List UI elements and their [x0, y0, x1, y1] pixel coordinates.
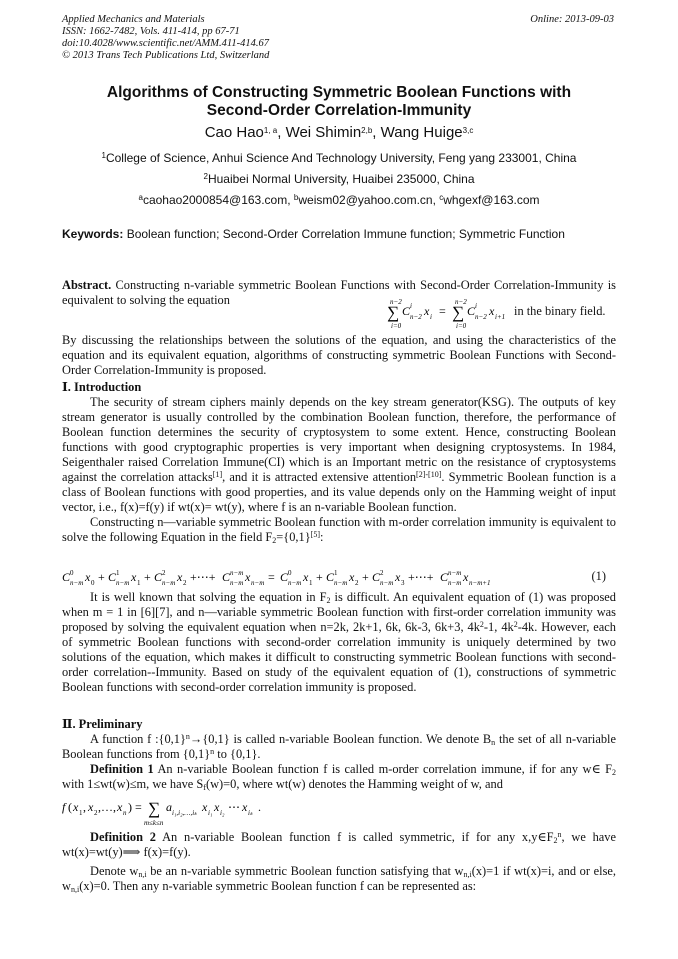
- svg-text:i+1: i+1: [495, 313, 506, 321]
- section-1-p3: [62, 590, 616, 695]
- author-3-sup: 3,c: [462, 126, 474, 135]
- s2p1c: the set of all n-variable Boolean functions from {0,1}: [62, 732, 616, 761]
- svg-text:0: 0: [91, 579, 95, 587]
- journal-name: Applied Mechanics and Materials: [62, 14, 205, 25]
- svg-text:i=0: i=0: [391, 322, 402, 330]
- title-line-1: Algorithms of Constructing Symmetric Boolean Functions with: [106, 84, 572, 101]
- svg-text:x: x: [424, 304, 430, 318]
- svg-text:+: +: [316, 570, 323, 584]
- svg-text:x: x: [463, 570, 469, 584]
- svg-text:x: x: [117, 800, 123, 814]
- journal-header: [62, 14, 269, 62]
- section-2-p1: [62, 732, 616, 762]
- svg-text:C: C: [62, 570, 71, 584]
- author-list: Cao Hao$^{1, a}$, Wei Shimin$^{2,b}$, Wang Huige$^{3,c}$: [204, 124, 474, 141]
- s2p3a: Denote w: [90, 864, 139, 878]
- definition-1-label: Definition 1: [90, 762, 154, 776]
- svg-text:i₁,i₂,…,iₖ: i₁,i₂,…,iₖ: [172, 809, 198, 817]
- svg-text:x: x: [349, 570, 355, 584]
- svg-text:x: x: [88, 800, 94, 814]
- keywords: [62, 227, 565, 241]
- svg-text:2: 2: [162, 569, 166, 577]
- svg-text:2: 2: [183, 579, 187, 587]
- svg-text:n−m: n−m: [448, 579, 462, 587]
- svg-text:n−m: n−m: [230, 569, 244, 577]
- svg-text:i: i: [410, 302, 412, 310]
- email-a-sup: a: [138, 193, 143, 202]
- svg-text:+⋯+: +⋯+: [190, 570, 216, 584]
- svg-text:∑: ∑: [148, 799, 161, 818]
- svg-text:.: .: [258, 800, 261, 814]
- svg-text:2: 2: [355, 579, 359, 587]
- svg-text:x: x: [303, 570, 309, 584]
- svg-text:C: C: [467, 304, 476, 318]
- svg-text:n−m: n−m: [334, 579, 348, 587]
- issn-line: ISSN: 1662-7482, Vols. 411-414, pp 67-71: [62, 26, 240, 37]
- def2a: An n-variable Boolean function f is called symmetric, if for any x,y∈F: [155, 830, 554, 844]
- section-1-p1: [62, 395, 616, 515]
- definition-2-label: Definition 2: [90, 830, 156, 844]
- s1p3c: -1, 4k: [483, 620, 514, 634]
- citation-2-10[interactable]: [2]-[10]: [416, 470, 442, 479]
- citation-5[interactable]: [5]: [310, 530, 320, 539]
- svg-text:n−m: n−m: [380, 579, 394, 587]
- paper-title: [62, 84, 616, 120]
- svg-text:3: 3: [401, 579, 405, 587]
- abstract-label: Abstract.: [62, 278, 112, 292]
- svg-text:C: C: [326, 570, 335, 584]
- svg-text:n−m: n−m: [162, 579, 176, 587]
- svg-text:+: +: [362, 570, 369, 584]
- s1p2a: Constructing n—variable symmetric Boolean function with m-order correlation immunity is equivalent to solve the following Equation in the field F: [62, 515, 616, 544]
- svg-text:0: 0: [70, 569, 74, 577]
- s1p2b: ={0,1}: [276, 530, 311, 544]
- svg-text:i: i: [430, 313, 432, 321]
- s2p1-sup1: n: [185, 732, 190, 741]
- def2-sup: n: [557, 830, 562, 839]
- svg-text:x: x: [85, 570, 91, 584]
- anf-equation: [62, 797, 362, 827]
- abstract-equation-svg: [384, 296, 514, 330]
- author-2-sup: 2,b: [361, 126, 373, 135]
- s2p3c: (x)=1 if wt(x)=i, and or else, w: [62, 864, 616, 893]
- s1p3-sub: 2: [326, 596, 331, 605]
- svg-text:0: 0: [288, 569, 292, 577]
- s2p3-sub3: n,i: [70, 885, 80, 894]
- svg-text:,…,: ,…,: [98, 800, 116, 814]
- svg-text:+: +: [98, 570, 105, 584]
- svg-text:x: x: [73, 800, 79, 814]
- equation-1: [62, 566, 616, 590]
- aff2-text: Huaibei Normal University, Huaibei 235000, China: [207, 172, 475, 186]
- abstract-text-1: Constructing n-variable symmetric Boolean Functions with Second-Order Correlation-Immunity is equivalent to solving the equation: [62, 278, 616, 307]
- equation-1-svg: [62, 566, 562, 590]
- abstract-equation: [384, 296, 514, 330]
- section-1-p2: [62, 515, 616, 545]
- svg-text:n−2: n−2: [475, 313, 487, 321]
- svg-text:n−m: n−m: [251, 579, 265, 587]
- section-2-p3: [62, 864, 616, 894]
- author-1-sup: 1, a: [263, 126, 278, 135]
- online-date: Online: 2013-09-03: [530, 14, 614, 25]
- equation-1-number: (1): [591, 569, 606, 583]
- def1c: (w)=0, where wt(w) denotes the Hamming weight of w, and: [205, 777, 503, 791]
- copyright-line: © 2013 Trans Tech Publications Ltd, Switzerland: [62, 50, 270, 61]
- s2p1b: →{0,1} is called n-variable Boolean function. We denote B: [189, 732, 492, 746]
- svg-text:=: =: [268, 570, 275, 584]
- s2p1-sub: n: [491, 738, 496, 747]
- svg-text:n−2: n−2: [390, 298, 402, 306]
- def2-sub: 2: [553, 836, 558, 845]
- svg-text:2: 2: [94, 809, 98, 817]
- svg-text:x: x: [242, 800, 248, 814]
- svg-text:⋯: ⋯: [228, 800, 240, 814]
- s1p3-sup2: 2: [513, 620, 518, 629]
- svg-text:+⋯+: +⋯+: [408, 570, 434, 584]
- email-b: weism02@yahoo.com.cn,: [298, 193, 440, 207]
- s1p2-sub: 2: [272, 536, 277, 545]
- definition-2: [62, 830, 616, 860]
- svg-text:n−m+1: n−m+1: [469, 579, 491, 587]
- svg-text:m≤k≤n: m≤k≤n: [144, 819, 164, 827]
- s2p1a: A function f :{0,1}: [90, 732, 186, 746]
- email-b-sup: b: [293, 193, 299, 202]
- keywords-label: Keywords:: [62, 227, 124, 241]
- svg-text:C: C: [222, 570, 231, 584]
- section-2: [62, 717, 616, 792]
- author-1: Cao Hao: [204, 124, 264, 141]
- s2p1-sup2: n: [210, 747, 215, 756]
- svg-text:x: x: [489, 304, 495, 318]
- svg-text:+: +: [144, 570, 151, 584]
- svg-text:n−2: n−2: [455, 298, 467, 306]
- s2p3b: be an n-variable symmetric Boolean function satisfying that w: [146, 864, 464, 878]
- def1a: An n-variable Boolean function f is called m-order correlation immune, if for any w∈ F: [153, 762, 612, 776]
- svg-text:n: n: [123, 809, 127, 817]
- s1p2c: :: [319, 530, 324, 544]
- s1p3d: -4k. However, each of symmetric Boolean functions with second-order correlation immunity is uniquely determined by two solutions of the equation, which makes it difficult to constructing symmetric Boolean functions with second-order correlation--Immunity. Based on study of the equivalent equation of (1), constructions of symmetric Boolean functions with second-order correlation immunity is proposed.: [62, 620, 616, 694]
- svg-text:) =: ) =: [128, 800, 142, 814]
- svg-text:n−m: n−m: [230, 579, 244, 587]
- svg-text:x: x: [214, 800, 220, 814]
- title-line-2: Second-Order Correlation-Immunity: [206, 102, 472, 119]
- s1p3a: It is well known that solving the equation in F: [90, 590, 327, 604]
- svg-text:1: 1: [116, 569, 120, 577]
- s2p3-sub2: n,i: [463, 870, 472, 879]
- aff2-sup: 2: [203, 172, 208, 181]
- doi-line: doi:10.4028/www.scientific.net/AMM.411-414.67: [62, 38, 269, 49]
- citation-1[interactable]: [1]: [212, 470, 223, 479]
- svg-text:C: C: [402, 304, 411, 318]
- svg-text:∑: ∑: [387, 303, 400, 322]
- svg-text:x: x: [202, 800, 208, 814]
- def1-sub1: 2: [612, 768, 616, 777]
- svg-text:iₖ: iₖ: [248, 809, 253, 817]
- keywords-text: Boolean function; Second-Order Correlation Immune function; Symmetric Function: [123, 227, 565, 241]
- definition-1: [62, 762, 616, 792]
- email-c: whgexf@163.com: [443, 193, 540, 207]
- svg-text:i=0: i=0: [456, 322, 467, 330]
- svg-text:i₁: i₁: [208, 809, 213, 817]
- svg-text:∑: ∑: [452, 303, 465, 322]
- svg-text:i₂: i₂: [220, 809, 225, 817]
- svg-text:C: C: [280, 570, 289, 584]
- section-1-heading: Ⅰ. Introduction: [62, 380, 142, 394]
- svg-text:1: 1: [137, 579, 141, 587]
- def2b: , we have wt(x)=wt(y)⟹ f(x)=f(y).: [62, 830, 616, 859]
- s2p3d: (x)=0. Then any n-variable symmetric Boolean function f can be represented as:: [79, 879, 477, 893]
- svg-text:f: f: [62, 800, 66, 814]
- svg-text:i: i: [475, 302, 477, 310]
- author-3: Wang Huige: [380, 124, 463, 141]
- svg-text:C: C: [108, 570, 117, 584]
- def1-sub2: f: [203, 783, 206, 792]
- s1p3b: is difficult. An equivalent equation of (1) was proposed when m = 1 in [6][7], and n—variable symmetric Boolean function with first-order correlation immunity was proposed by solving the equivalent equation when n=2k, 2k+1, 6k, 6k-3, 6k+3, 4k: [62, 590, 616, 634]
- section-1: [62, 380, 616, 545]
- svg-text:(: (: [68, 800, 72, 814]
- anf-equation-svg: [62, 797, 362, 827]
- svg-text:n−2: n−2: [410, 313, 422, 321]
- abstract-text-end: in the binary field.: [514, 304, 606, 318]
- def1b: with 1≤wt(w)≤m, we have S: [62, 777, 204, 791]
- svg-text:x: x: [177, 570, 183, 584]
- svg-text:x: x: [245, 570, 251, 584]
- s1p1a: The security of stream ciphers mainly depends on the key stream generator(KSG). The outputs of key stream generator is usually controlled by the combination Boolean function, therefore, the performance of Boolean function determines the security of cryptosystem to some extent. Hence, constructing Boolean functions with good cryptographic properties is very important when designing cryptosystems. In 1984, Seigenthaler raised Correlation Immune(CI) which is an Important metric on the resistance of cryptosystems against the correlation attacks: [62, 395, 616, 484]
- svg-text:C: C: [440, 570, 449, 584]
- svg-text:1: 1: [79, 809, 83, 817]
- s1p1c: . Symmetric Boolean function is a class of Boolean functions with good properties, and its value depends only on the Hamming weight of input vector, i.e., f(x)=f(y) if wt(x)= wt(y), where f is an n-variable Boolean function.: [62, 470, 616, 514]
- s1p3-sup1: 2: [479, 620, 484, 629]
- svg-text:C: C: [154, 570, 163, 584]
- affiliation-2: [62, 172, 616, 186]
- email-line: [62, 193, 616, 207]
- svg-text:=: =: [439, 304, 446, 318]
- svg-text:x: x: [131, 570, 137, 584]
- author-2: Wei Shimin: [285, 124, 362, 141]
- section-2-heading: Ⅱ. Preliminary: [62, 717, 143, 731]
- svg-text:a: a: [166, 800, 172, 814]
- svg-text:x: x: [395, 570, 401, 584]
- svg-text:n−m: n−m: [116, 579, 130, 587]
- affiliation-1: [62, 151, 616, 165]
- email-c-sup: c: [439, 193, 444, 202]
- svg-text:n−m: n−m: [70, 579, 84, 587]
- s1p1b: , and it is attracted extensive attention: [222, 470, 417, 484]
- svg-text:1: 1: [334, 569, 338, 577]
- svg-text:C: C: [372, 570, 381, 584]
- svg-text:1: 1: [309, 579, 313, 587]
- aff1-sup: 1: [101, 151, 106, 160]
- svg-text:2: 2: [380, 569, 384, 577]
- abstract-p2: By discussing the relationships between the solutions of the equation, and using the characteristics of the equation and its equivalent equation, algorithms of constructing symmetric Boolean Functions with Second-Order Correlation-Immunity is proposed.: [62, 333, 616, 377]
- svg-text:n−m: n−m: [448, 569, 462, 577]
- email-a: caohao2000854@163.com,: [142, 193, 294, 207]
- svg-text:,: ,: [83, 800, 86, 814]
- s2p1d: to {0,1}.: [214, 747, 261, 761]
- s2p3-sub1: n,i: [138, 870, 147, 879]
- svg-text:n−m: n−m: [288, 579, 302, 587]
- aff1-text: College of Science, Anhui Science And Technology University, Feng yang 233001, China: [105, 151, 577, 165]
